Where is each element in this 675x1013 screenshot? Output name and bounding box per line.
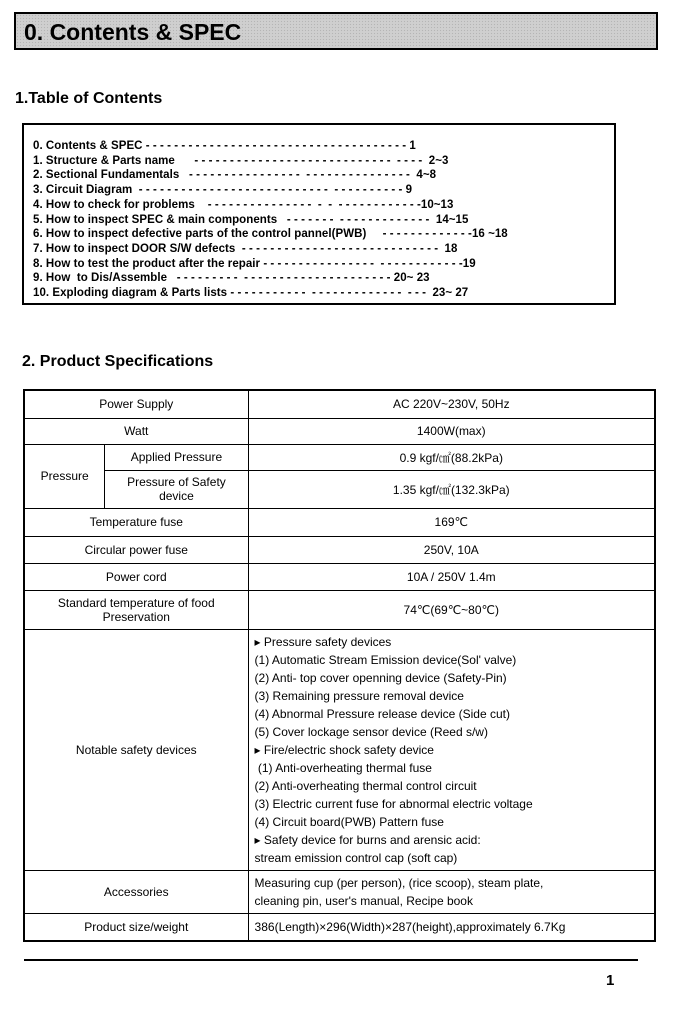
spec-value: 0.9 kgf/㎠(88.2kPa)	[248, 444, 655, 470]
spec-label: Circular power fuse	[24, 536, 248, 563]
spec-value: 10A / 250V 1.4m	[248, 563, 655, 590]
spec-row-power-cord	[24, 563, 655, 590]
list-item: Measuring cup (per person), (rice scoop), steam plate,	[254, 875, 544, 890]
toc-line: 5. How to inspect SPEC & main components - - - - - - - - - - - - - - - - - - - - 14~15	[33, 213, 469, 226]
spec-label: Watt	[24, 418, 248, 444]
toc-line: 7. How to inspect DOOR S/W defects - - - - - - - - - - - - - - - - - - - - - - - - - - - - 18	[33, 242, 458, 255]
spec-table	[23, 389, 656, 942]
spec-value: 74℃(69℃~80℃)	[248, 590, 655, 629]
spec-label: Accessories	[24, 870, 248, 913]
toc-line: 0. Contents & SPEC - - - - - - - - - - - - - - - - - - - - - - - - - - - - - - - - - - - - - 1	[33, 140, 416, 152]
spec-value: 250V, 10A	[248, 536, 655, 563]
spec-value: 169℃	[248, 508, 655, 536]
list-item: cleaning pin, user's manual, Recipe book	[254, 893, 473, 908]
spec-row-applied-pressure	[24, 444, 655, 470]
spec-value: 386(Length)×296(Width)×287(height),approximately 6.7Kg	[248, 913, 655, 941]
spec-heading: 2. Product Specifications	[22, 353, 214, 370]
spec-row-power-supply	[24, 390, 655, 418]
toc-heading: 1.Table of Contents	[15, 90, 163, 107]
toc-line: 1. Structure & Parts name - - - - - - - - - - - - - - - - - - - - - - - - - - - - - - - - 2~3	[33, 154, 449, 167]
toc-line: 8. How to test the product after the repair - - - - - - - - - - - - - - - - - - - - - - - - - - - -19	[33, 257, 476, 270]
spec-row-temperature-fuse	[24, 508, 655, 536]
list-item: ▸ Safety device for burns and arensic acid:	[254, 832, 481, 847]
spec-row-watt	[24, 418, 655, 444]
spec-label: Product size/weight	[24, 913, 248, 941]
spec-row-safety-devices	[24, 629, 655, 870]
list-item: ▸ Fire/electric shock safety device	[254, 742, 434, 757]
footer-divider	[24, 959, 638, 961]
list-item: (1) Automatic Stream Emission device(Sol' valve)	[254, 652, 517, 667]
spec-row-safety-pressure	[24, 470, 655, 508]
spec-row-food-temperature	[24, 590, 655, 629]
toc-line: 3. Circuit Diagram - - - - - - - - - - - - - - - - - - - - - - - - - - - - - - - - - - - - - 9	[33, 184, 413, 197]
list-item: (1) Anti-overheating thermal fuse	[254, 760, 432, 775]
spec-value: AC 220V~230V, 50Hz	[248, 390, 655, 418]
spec-sublabel: Pressure of Safety device	[105, 470, 248, 508]
list-item: (2) Anti-overheating thermal control circuit	[254, 778, 477, 793]
list-item: (2) Anti- top cover openning device (Safety-Pin)	[254, 670, 507, 685]
page-title: 0. Contents & SPEC	[24, 19, 242, 45]
list-item: (3) Remaining pressure removal device	[254, 688, 464, 703]
spec-value: 1400W(max)	[248, 418, 655, 444]
safety-device-list	[248, 629, 655, 870]
spec-value: 1.35 kgf/㎠(132.3kPa)	[248, 470, 655, 508]
list-item: stream emission control cap (soft cap)	[254, 850, 458, 865]
title-bar	[14, 12, 658, 50]
spec-row-accessories	[24, 870, 655, 913]
toc-line: 2. Sectional Fundamentals - - - - - - - - - - - - - - - - - - - - - - - - - - - - - - - 4~8	[33, 169, 437, 182]
toc-box	[22, 123, 616, 305]
toc-line: 6. How to inspect defective parts of the control pannel(PWB) - - - - - - - - - - - - -16 ~18	[33, 228, 508, 241]
spec-row-size-weight	[24, 913, 655, 941]
list-item: (5) Cover lockage sensor device (Reed s/w)	[254, 724, 488, 739]
list-item: (3) Electric current fuse for abnormal electric voltage	[254, 796, 533, 811]
list-item: ▸ Pressure safety devices	[254, 634, 392, 649]
accessories-value	[248, 870, 655, 913]
spec-label: Power cord	[24, 563, 248, 590]
toc-line: 9. How to Dis/Assemble - - - - - - - - - - - - - - - - - - - - - - - - - - - - - - 20~ 23	[33, 272, 430, 285]
spec-label: Power Supply	[24, 390, 248, 418]
list-item: (4) Circuit board(PWB) Pattern fuse	[254, 814, 444, 829]
list-item: (4) Abnormal Pressure release device (Side cut)	[254, 706, 510, 721]
spec-label: Standard temperature of food Preservation	[24, 590, 248, 629]
toc-line: 4. How to check for problems - - - - - - - - - - - - - - - - - - - - - - - - - - - - -10~13	[33, 198, 454, 211]
spec-sublabel: Applied Pressure	[105, 444, 248, 470]
spec-label: Temperature fuse	[24, 508, 248, 536]
spec-label: Notable safety devices	[24, 629, 248, 870]
toc-line: 10. Exploding diagram & Parts lists - - - - - - - - - - - - - - - - - - - - - - - - - - - 23~ 27	[33, 287, 469, 300]
spec-row-circular-fuse	[24, 536, 655, 563]
spec-label-pressure: Pressure	[24, 444, 105, 508]
page-number: 1	[606, 972, 615, 989]
